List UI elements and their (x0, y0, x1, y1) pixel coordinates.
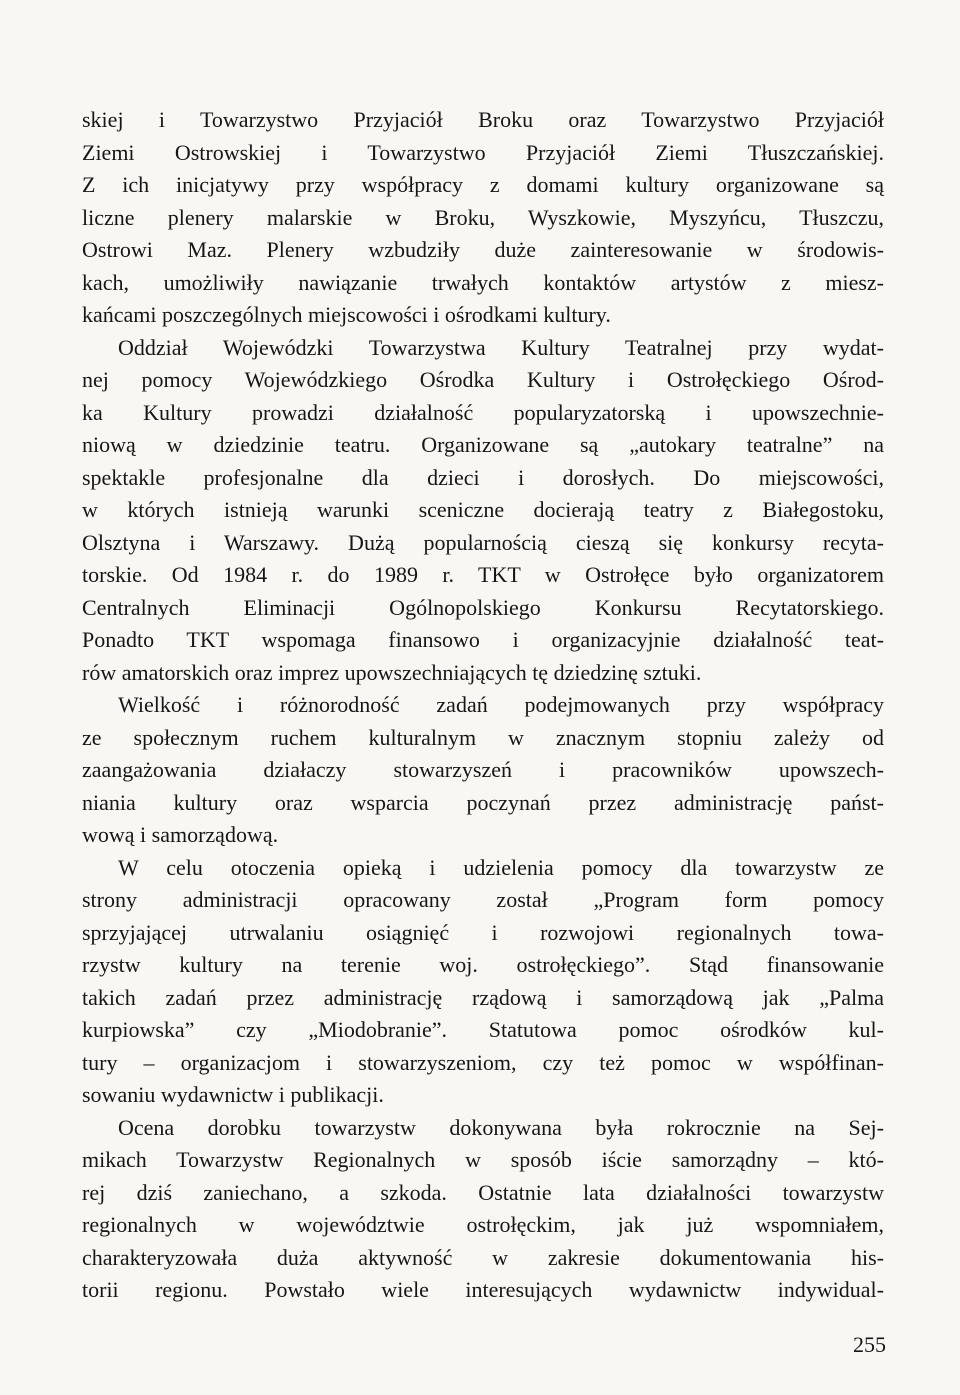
text-line: Oddział Wojewódzki Towarzystwa Kultury Teatralnej przy wydat- (118, 334, 884, 360)
text-line: W celu otoczenia opieką i udzielenia pomocy dla towarzystw ze (118, 854, 884, 880)
text-line: rzystw kultury na terenie woj. ostrołęckiego”. Stąd finansowanie (82, 952, 884, 977)
text-line: charakteryzowała duża aktywność w zakresie dokumentowania his- (82, 1244, 884, 1270)
text-line: nej pomocy Wojewódzkiego Ośrodka Kultury i Ostrołęckiego Ośrod- (82, 367, 884, 392)
text-line: kurpiowska” czy „Miodobranie”. Statutowa pomoc ośrodków kul- (82, 1017, 884, 1042)
text-line: kach, umożliwiły nawiązanie trwałych kontaktów artystów z miesz- (82, 269, 884, 295)
text-line: niową w dziedzinie teatru. Organizowane są „autokary teatralne” na (82, 432, 884, 457)
text-line: torii regionu. Powstało wiele interesujących wydawnictw indywidual- (82, 1277, 884, 1302)
text-line: niania kultury oraz wsparcia poczynań przez administrację państ- (82, 789, 884, 815)
page-number: 255 (853, 1332, 886, 1357)
text-line: w których istnieją warunki sceniczne docierają teatry z Białegostoku, (82, 497, 884, 522)
text-line: wową i samorządową. (82, 822, 279, 847)
text-line: regionalnych w województwie ostrołęckim, jak już wspomniałem, (82, 1212, 884, 1237)
text-line: mikach Towarzystw Regionalnych w sposób iście samorządny – któ- (82, 1147, 884, 1172)
text-line: torskie. Od 1984 r. do 1989 r. TKT w Ostrołęce było organizatorem (82, 562, 884, 587)
text-line: sowaniu wydawnictw i publikacji. (82, 1082, 384, 1107)
text-line: Ostrowi Maz. Plenery wzbudziły duże zainteresowanie w środowis- (82, 237, 884, 262)
text-line: Centralnych Eliminacji Ogólnopolskiego Konkursu Recytatorskiego. (82, 594, 884, 620)
text-line: zaangażowania działaczy stowarzyszeń i pracowników upowszech- (82, 757, 884, 782)
text-line: sprzyjającej utrwalaniu osiągnięć i rozwojowi regionalnych towa- (82, 919, 884, 945)
text-line: Ocena dorobku towarzystw dokonywana była rokrocznie na Sej- (118, 1114, 884, 1140)
text-line: skiej i Towarzystwo Przyjaciół Broku oraz Towarzystwo Przyjaciół (82, 107, 884, 132)
text-line: tury – organizacjom i stowarzyszeniom, czy też pomoc w współfinan- (82, 1049, 884, 1075)
text-line: kańcami poszczególnych miejscowości i ośrodkami kultury. (82, 302, 611, 327)
text-line: takich zadań przez administrację rządową i samorządową jak „Palma (82, 984, 884, 1010)
text-line: Olsztyna i Warszawy. Dużą popularnością cieszą się konkursy recyta- (82, 529, 884, 555)
text-line: ze społecznym ruchem kulturalnym w znacznym stopniu zależy od (82, 724, 884, 750)
text-line: Wielkość i różnorodność zadań podejmowanych przy współpracy (118, 692, 884, 717)
text-line: spektakle profesjonalne dla dzieci i dorosłych. Do miejscowości, (82, 464, 884, 490)
text-line: strony administracji opracowany został „Program form pomocy (82, 887, 884, 912)
text-line: Z ich inicjatywy przy współpracy z domami kultury organizowane są (82, 172, 884, 197)
text-line: ka Kultury prowadzi działalność popularyzatorską i upowszechnie- (82, 399, 884, 425)
text-line: Ziemi Ostrowskiej i Towarzystwo Przyjaciół Ziemi Tłuszczańskiej. (82, 139, 884, 165)
text-line: rów amatorskich oraz imprez upowszechniających tę dziedzinę sztuki. (82, 659, 702, 685)
text-line: Ponadto TKT wspomaga finansowo i organizacyjnie działalność teat- (82, 627, 884, 652)
text-line: liczne plenery malarskie w Broku, Wyszkowie, Myszyńcu, Tłuszczu, (82, 204, 884, 230)
text-line: rej dziś zaniechano, a szkoda. Ostatnie lata działalności towarzystw (82, 1179, 884, 1205)
body-text (82, 104, 884, 1307)
